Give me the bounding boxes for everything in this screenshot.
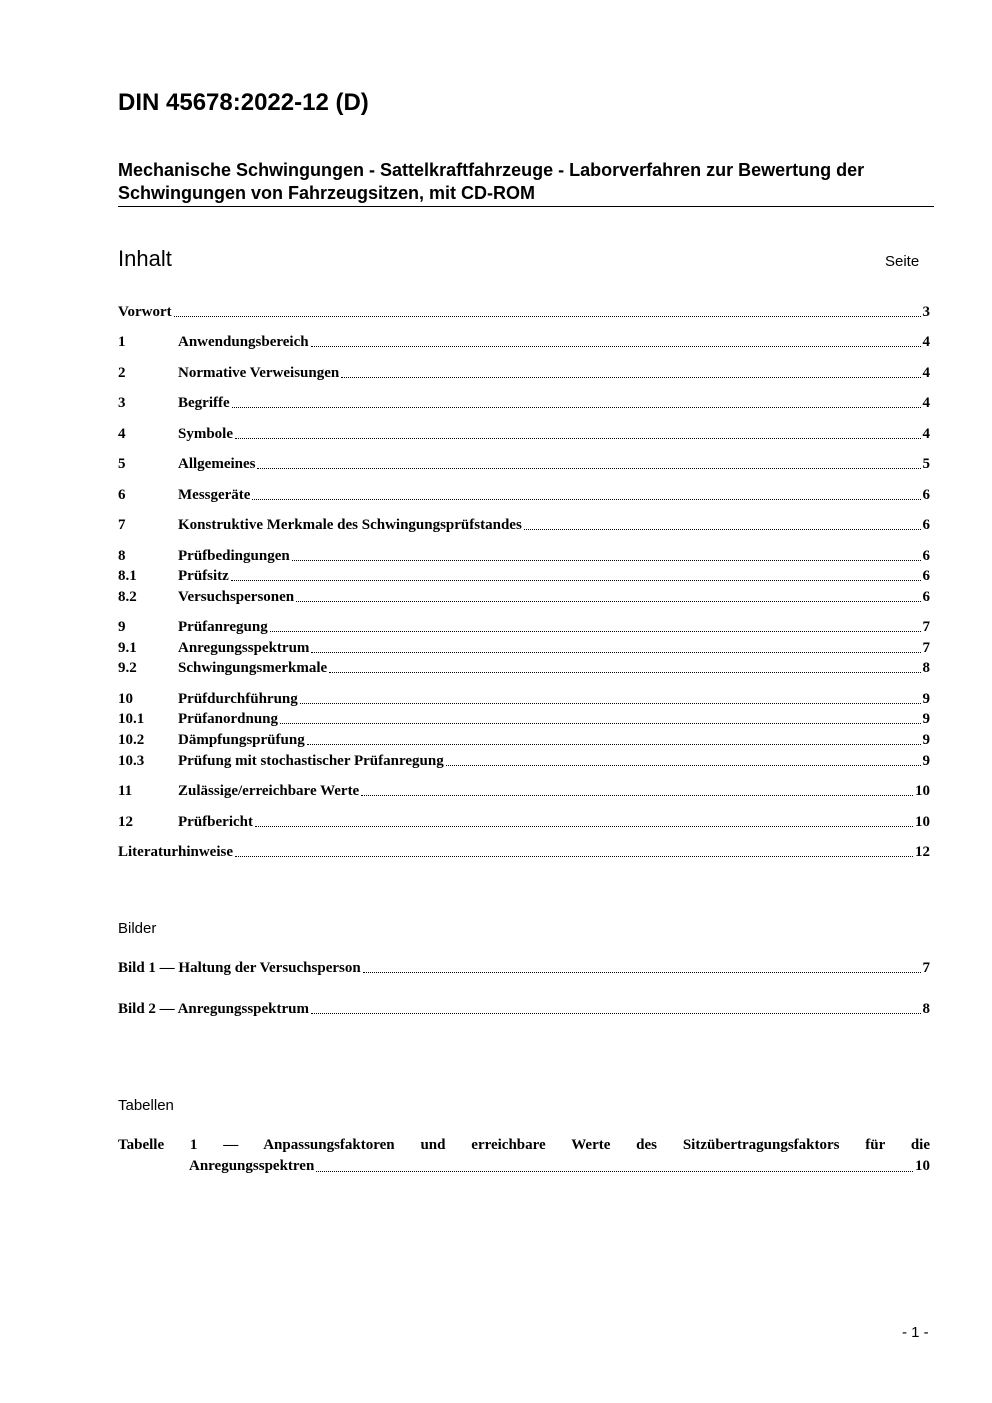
toc-entry-page: 10	[915, 783, 930, 799]
toc-entry-title: Normative Verweisungen	[178, 365, 340, 381]
title-divider	[118, 206, 934, 207]
toc-entry[interactable]	[118, 485, 930, 505]
leader-dots	[524, 529, 921, 530]
toc-entry-title: Dämpfungsprüfung	[178, 732, 305, 748]
figure-entry[interactable]	[118, 999, 930, 1019]
leader-dots	[311, 346, 921, 347]
toc-entry-number: 8.2	[118, 589, 137, 605]
toc-entry-title: Prüfanordnung	[178, 711, 279, 727]
leader-dots	[363, 972, 921, 973]
toc-entry-page: 9	[922, 732, 930, 748]
toc-entry-title: Messgeräte	[178, 487, 251, 503]
toc-entry-title: Allgemeines	[178, 456, 256, 472]
toc-entry-number: 11	[118, 783, 133, 799]
table-entry-page: 10	[915, 1158, 930, 1174]
toc-entry-literatur[interactable]	[118, 842, 930, 862]
figures-heading: Bilder	[118, 920, 157, 937]
toc-entry-number: 9.2	[118, 660, 137, 676]
toc-entry-number: 7	[118, 517, 126, 533]
toc-entry-page: 5	[922, 456, 930, 472]
toc-heading: Inhalt	[118, 246, 172, 271]
figure-entry-title: Bild 2 — Anregungsspektrum	[118, 1001, 310, 1017]
leader-dots	[311, 652, 920, 653]
toc-entry-title: Prüfbedingungen	[178, 548, 290, 564]
toc-entry[interactable]	[118, 730, 930, 750]
toc-entry-number: 3	[118, 395, 126, 411]
toc-entry[interactable]	[118, 587, 930, 607]
toc-entry-number: 5	[118, 456, 126, 472]
toc-entry[interactable]	[118, 546, 930, 566]
toc-entry-number: 6	[118, 487, 126, 503]
toc-entry-page: 9	[922, 711, 930, 727]
toc-entry-page: 7	[922, 640, 930, 656]
toc-entry-title: Prüfsitz	[178, 568, 229, 584]
toc-entry-page: 9	[922, 691, 930, 707]
leader-dots	[235, 856, 913, 857]
toc-entry[interactable]	[118, 424, 930, 444]
toc-entry-title: Prüfung mit stochastischer Prüfanregung	[178, 753, 444, 769]
toc-entry-number: 10.1	[118, 711, 145, 727]
toc-entry-title: Literaturhinweise	[118, 844, 233, 860]
document-subtitle: Mechanische Schwingungen - Sattelkraftfahrzeuge - Laborverfahren zur Bewertung der Schwingungen von Fahrzeugsitzen, mit CD-ROM	[118, 160, 865, 203]
leader-dots	[316, 1171, 913, 1172]
toc-entry-page: 6	[922, 568, 930, 584]
toc-entry-page: 12	[915, 844, 930, 860]
leader-dots	[329, 672, 920, 673]
toc-entry-number: 1	[118, 334, 126, 350]
figure-entry-page: 7	[922, 960, 930, 976]
toc-entry-page: 4	[922, 365, 930, 381]
toc-entry-page: 6	[922, 589, 930, 605]
leader-dots	[232, 407, 921, 408]
toc-entry-page: 4	[922, 334, 930, 350]
leader-dots	[341, 377, 920, 378]
toc-entry[interactable]	[118, 709, 930, 729]
toc-entry[interactable]	[118, 617, 930, 637]
leader-dots	[361, 795, 913, 796]
toc-entry-number: 10.2	[118, 732, 145, 748]
toc-entry-page: 6	[922, 517, 930, 533]
toc-entry-number: 8	[118, 548, 126, 564]
toc-entry-page: 7	[922, 619, 930, 635]
toc-entry-number: 4	[118, 426, 126, 442]
figure-entry[interactable]	[118, 958, 930, 978]
toc-entry-title: Symbole	[178, 426, 234, 442]
toc-entry-title: Anwendungsbereich	[178, 334, 309, 350]
toc-entry[interactable]	[118, 363, 930, 383]
document-number: DIN 45678:2022-12 (D)	[118, 89, 369, 116]
toc-entry[interactable]	[118, 781, 930, 801]
toc-entry-title: Schwingungsmerkmale	[178, 660, 328, 676]
toc-entry-number: 12	[118, 814, 133, 830]
toc-entry-number: 2	[118, 365, 126, 381]
leader-dots	[270, 631, 921, 632]
leader-dots	[235, 438, 920, 439]
leader-dots	[252, 499, 920, 500]
leader-dots	[231, 580, 921, 581]
toc-entry-title: Versuchspersonen	[178, 589, 295, 605]
table-entry-title-continued: Anregungsspektren	[189, 1158, 315, 1174]
leader-dots	[292, 560, 921, 561]
leader-dots	[174, 316, 921, 317]
toc-entry[interactable]	[118, 454, 930, 474]
leader-dots	[300, 703, 921, 704]
leader-dots	[255, 826, 913, 827]
page-number: - 1 -	[902, 1324, 929, 1341]
toc-entry-title: Vorwort	[118, 304, 172, 320]
toc-entry-page: 8	[922, 660, 930, 676]
table-entry-title: Tabelle 1 — Anpassungsfaktoren und erreichbare Werte des Sitzübertragungsfaktors für die	[118, 1137, 930, 1153]
toc-entry[interactable]	[118, 658, 930, 678]
leader-dots	[280, 723, 920, 724]
toc-entry-title: Prüfdurchführung	[178, 691, 298, 707]
toc-entry-page: 6	[922, 487, 930, 503]
toc-entry[interactable]	[118, 751, 930, 771]
toc-entry-title: Zulässige/erreichbare Werte	[178, 783, 360, 799]
figure-entry-title: Bild 1 — Haltung der Versuchsperson	[118, 960, 361, 976]
toc-entry-page: 9	[922, 753, 930, 769]
page-column-label: Seite	[885, 253, 920, 270]
toc-entry[interactable]	[118, 566, 930, 586]
toc-entry-number: 9.1	[118, 640, 137, 656]
toc-entry-number: 10.3	[118, 753, 145, 769]
toc-entry-number: 9	[118, 619, 126, 635]
figure-entry-page: 8	[922, 1001, 930, 1017]
table-entry[interactable]	[118, 1135, 930, 1177]
toc-entry[interactable]	[118, 332, 930, 352]
toc-entry-number: 10	[118, 691, 133, 707]
leader-dots	[446, 765, 921, 766]
toc-entry-page: 3	[922, 304, 930, 320]
toc-entry[interactable]	[118, 515, 930, 535]
toc-entry[interactable]	[118, 689, 930, 709]
toc-entry-vorwort[interactable]	[118, 302, 930, 322]
leader-dots	[296, 601, 920, 602]
leader-dots	[257, 468, 920, 469]
toc-entry-title: Begriffe	[178, 395, 230, 411]
leader-dots	[311, 1013, 920, 1014]
tables-heading: Tabellen	[118, 1097, 174, 1114]
toc-entry-title: Konstruktive Merkmale des Schwingungsprüfstandes	[178, 517, 522, 533]
toc-entry-page: 10	[915, 814, 930, 830]
toc-entry-page: 6	[922, 548, 930, 564]
toc-entry[interactable]	[118, 812, 930, 832]
toc-entry-number: 8.1	[118, 568, 137, 584]
toc-entry-title: Prüfbericht	[178, 814, 253, 830]
toc-entry-title: Prüfanregung	[178, 619, 268, 635]
toc-entry[interactable]	[118, 638, 930, 658]
toc-entry-title: Anregungsspektrum	[178, 640, 310, 656]
toc-entry-page: 4	[922, 426, 930, 442]
toc-entry[interactable]	[118, 393, 930, 413]
leader-dots	[307, 744, 921, 745]
toc-entry-page: 4	[922, 395, 930, 411]
